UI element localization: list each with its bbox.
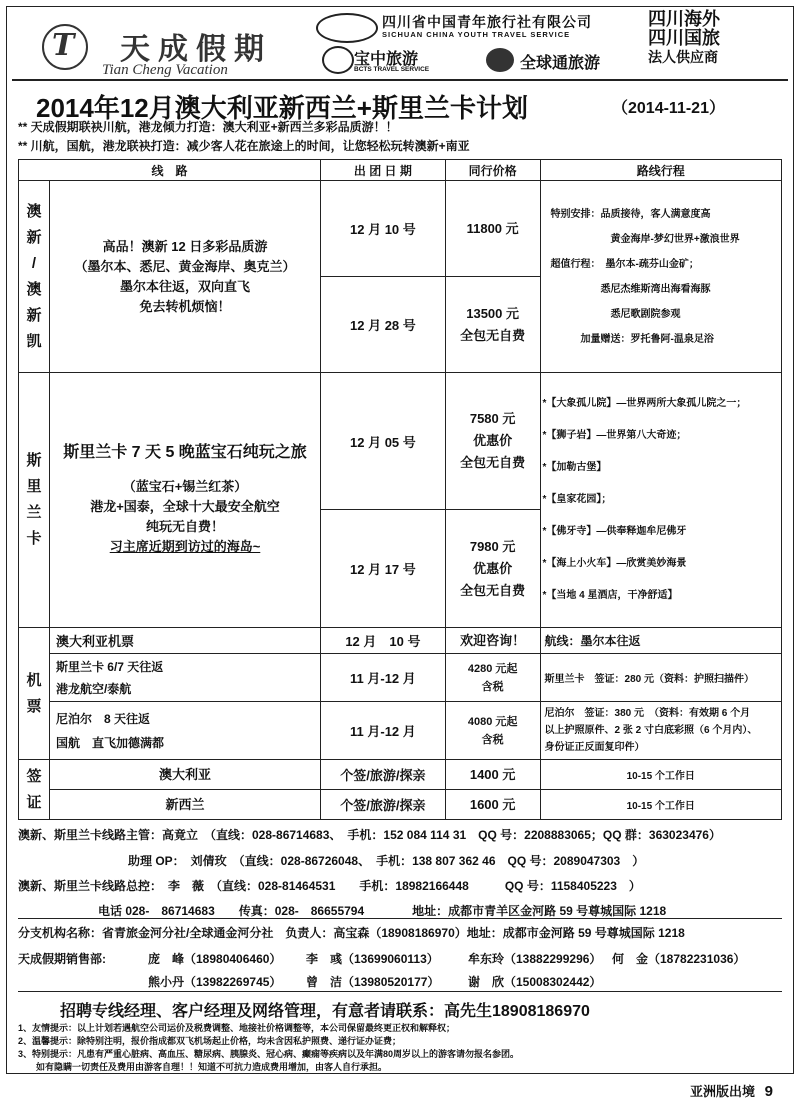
header-price: 同行价格: [445, 160, 540, 181]
quanqiutong-name: 全球通旅游: [520, 55, 601, 72]
baozhong-logo-icon: [322, 46, 354, 74]
quanqiutong-logo-icon: [486, 48, 514, 72]
visa-price: 1400 元: [445, 760, 540, 790]
price: 11800 元: [445, 181, 540, 277]
recruit-divider: [18, 991, 782, 992]
table-row: [19, 760, 782, 790]
departure-date: 12 月 28 号: [321, 277, 446, 373]
header-route: 线 路: [19, 160, 321, 181]
visa-country: 新西兰: [49, 790, 320, 820]
table-row: [19, 373, 782, 510]
sales-contact: 熊小丹（13982269745）: [148, 975, 282, 989]
category-srilanka: 斯 里 兰 卡: [19, 373, 50, 628]
header: [12, 10, 788, 80]
sales-contact: 何 金（18782231036）: [612, 952, 746, 966]
tip-3: 3、特别提示：凡患有严重心脏病、高血压、糖尿病、胰腺炎、冠心病、癫痫等疾病以及年满80周岁以上的游客请勿报名参团。: [18, 1049, 520, 1059]
ticket-price: 4080 元起 含税: [445, 702, 540, 760]
ticket-note: 航线：墨尔本往返: [540, 628, 781, 654]
title-date: （2014-11-21）: [612, 100, 725, 117]
category-aunz: 澳 新 / 澳 新 凯: [19, 181, 50, 373]
visa-country: 澳大利亚: [49, 760, 320, 790]
sales-contact: 庞 峰（18980406460）: [148, 952, 282, 966]
tiancheng-logo: [32, 18, 302, 78]
sales-contact: 牟东玲（13882299296）: [468, 952, 602, 966]
provider-line-1: 四川海外: [648, 9, 720, 29]
ticket-date: 12 月 10 号: [321, 628, 446, 654]
baozhong-name: 宝中旅游: [354, 51, 419, 68]
ticket-price: 欢迎咨询！: [445, 628, 540, 654]
itinerary-aunz: 特别安排：品质接待，客人满意度高 黄金海岸-梦幻世界+激浪世界 超值行程： 墨尔本-疏芬山金矿； 悉尼杰维斯湾出海看海豚 悉尼歌剧院参观 加量赠送：罗托鲁阿-温泉足浴: [540, 181, 781, 373]
visa-days: 10-15 个工作日: [540, 760, 781, 790]
table-row: [19, 702, 782, 760]
contact-line-3: 澳新、斯里兰卡线路总控： 李 薇 （直线：028-81464531 手机：18982166448 QQ 号：1158405223 ）: [18, 879, 641, 893]
note-1: ** 天成假期联袂川航，港龙倾力打造：澳大利亚+新西兰多彩品质游！！: [18, 120, 398, 134]
visa-price: 1600 元: [445, 790, 540, 820]
contact-line-4: 电话 028- 86714683 传真：028- 86655794 地址：成都市青羊区金河路 59 号尊城国际 1218: [98, 904, 667, 918]
provider-line-2: 四川国旅: [648, 28, 720, 48]
header-divider: [12, 79, 788, 81]
departure-date: 12 月 10 号: [321, 181, 446, 277]
note-2: ** 川航，国航，港龙联袂打造：减少客人花在旅途上的时间，让您轻松玩转澳新+南亚: [18, 139, 470, 153]
partner-logos: [308, 10, 648, 80]
sales-contact: 曾 洁（13980520177）: [306, 975, 440, 989]
table-row: [19, 628, 782, 654]
recruit-banner: 招聘专线经理、客户经理及网络管理，有意者请联系：高先生18908186970: [60, 1003, 590, 1020]
table-row: [19, 790, 782, 820]
ticket-date: 11 月-12 月: [321, 654, 446, 702]
footer-section: 亚洲版出境: [690, 1084, 756, 1099]
visa-type: 个签/旅游/探亲: [321, 760, 446, 790]
provider-label: [648, 10, 782, 67]
price: 13500 元 全包无自费: [445, 277, 540, 373]
ticket-route: 尼泊尔 8 天往返 国航 直飞加德满都: [49, 702, 320, 760]
visa-type: 个签/旅游/探亲: [321, 790, 446, 820]
schedule-table: [18, 159, 782, 820]
sales-contact: 谢 欣（15008302442）: [468, 975, 602, 989]
price: 7980 元 优惠价 全包无自费: [445, 510, 540, 628]
ticket-note: 尼泊尔 签证：380 元 （资料：有效期 6 个月 以上护照原件、2 张 2 寸白底彩照（6 个月内）、 身份证正反面复印件）: [540, 702, 781, 760]
page-title: 2014年12月澳大利亚新西兰+斯里兰卡计划: [36, 93, 528, 123]
cyts-logo-icon: [316, 13, 378, 43]
contacts-divider: [18, 918, 782, 919]
ticket-note: 斯里兰卡 签证：280 元（资料：护照扫描件）: [540, 654, 781, 702]
route-srilanka: 斯里兰卡 7 天 5 晚蓝宝石纯玩之旅 （蓝宝石+锡兰红茶） 港龙+国泰，全球十大最安全航空 纯玩无自费！ 习主席近期到访过的海岛~: [49, 373, 320, 628]
sales-label: 天成假期销售部:: [18, 952, 106, 966]
table-header: [19, 160, 782, 181]
ticket-date: 11 月-12 月: [321, 702, 446, 760]
cyts-name-en: SICHUAN CHINA YOUTH TRAVEL SERVICE: [382, 30, 571, 39]
visa-days: 10-15 个工作日: [540, 790, 781, 820]
sales-contact: 李 彧（13699060113）: [306, 952, 439, 966]
tip-4: 如有隐瞒一切责任及费用由游客自理！！知道不可抗力造成费用增加，由客人自行承担。: [18, 1062, 388, 1072]
baozhong-name-en: BCTS TRAVEL SERVICE: [354, 66, 430, 73]
tip-2: 2、温馨提示：除特别注明，报价指成都双飞机场起止价格，均未含因私护照费、递行证办证费；: [18, 1036, 402, 1046]
itinerary-srilanka: *【大象孤儿院】—世界两所大象孤儿院之一； *【狮子岩】—世界第八大奇迹； *【加勒古堡】 *【皇家花园】； *【佛牙寺】—供奉释迦牟尼佛牙 *【海上小火车】—欣赏美妙海景 *【当地 4 星酒店，干净舒适】: [540, 373, 781, 628]
ticket-route: 斯里兰卡 6/7 天往返 港龙航空/泰航: [49, 654, 320, 702]
header-itinerary: 路线行程: [540, 160, 781, 181]
contact-line-1: 澳新、斯里兰卡线路主管：高竟立 （直线：028-86714683、 手机：152 084 114 31 QQ 号：2208883065；QQ 群：363023476）: [18, 828, 721, 842]
ticket-price: 4280 元起 含税: [445, 654, 540, 702]
tip-1: 1、友情提示：以上计划若遇航空公司运价及税费调整、地接社价格调整等，本公司保留最终更正权和解释权；: [18, 1023, 456, 1033]
departure-date: 12 月 17 号: [321, 510, 446, 628]
provider-line-3: 法人供应商: [648, 49, 718, 65]
brand-cn: 天成假期: [120, 32, 272, 67]
category-visa: 签 证: [19, 760, 50, 820]
table-row: [19, 181, 782, 277]
page-number: 9: [764, 1083, 773, 1100]
brand-en: Tian Cheng Vacation: [102, 62, 228, 78]
cyts-name: 四川省中国青年旅行社有限公司: [382, 14, 592, 30]
branch-line: 分支机构名称：省青旅金河分社/全球通金河分社 负责人：高宝森（18908186970）地址：成都市金河路 59 号尊城国际 1218: [18, 926, 685, 940]
route-aunz: 高品！澳新 12 日多彩品质游 （墨尔本、悉尼、黄金海岸、奥克兰） 墨尔本往返，双向直飞 免去转机烦恼！: [49, 181, 320, 373]
departure-date: 12 月 05 号: [321, 373, 446, 510]
table-row: [19, 654, 782, 702]
category-tickets: 机 票: [19, 628, 50, 760]
footer: [690, 1081, 773, 1100]
contact-line-2: 助理 OP： 刘倩玫 （直线：028-86726048、 手机：138 807 362 46 QQ 号：2089047303 ）: [128, 854, 645, 868]
tiancheng-logo-icon: T: [42, 24, 88, 70]
price: 7580 元 优惠价 全包无自费: [445, 373, 540, 510]
header-date: 出 团 日 期: [321, 160, 446, 181]
ticket-route: 澳大利亚机票: [49, 628, 320, 654]
